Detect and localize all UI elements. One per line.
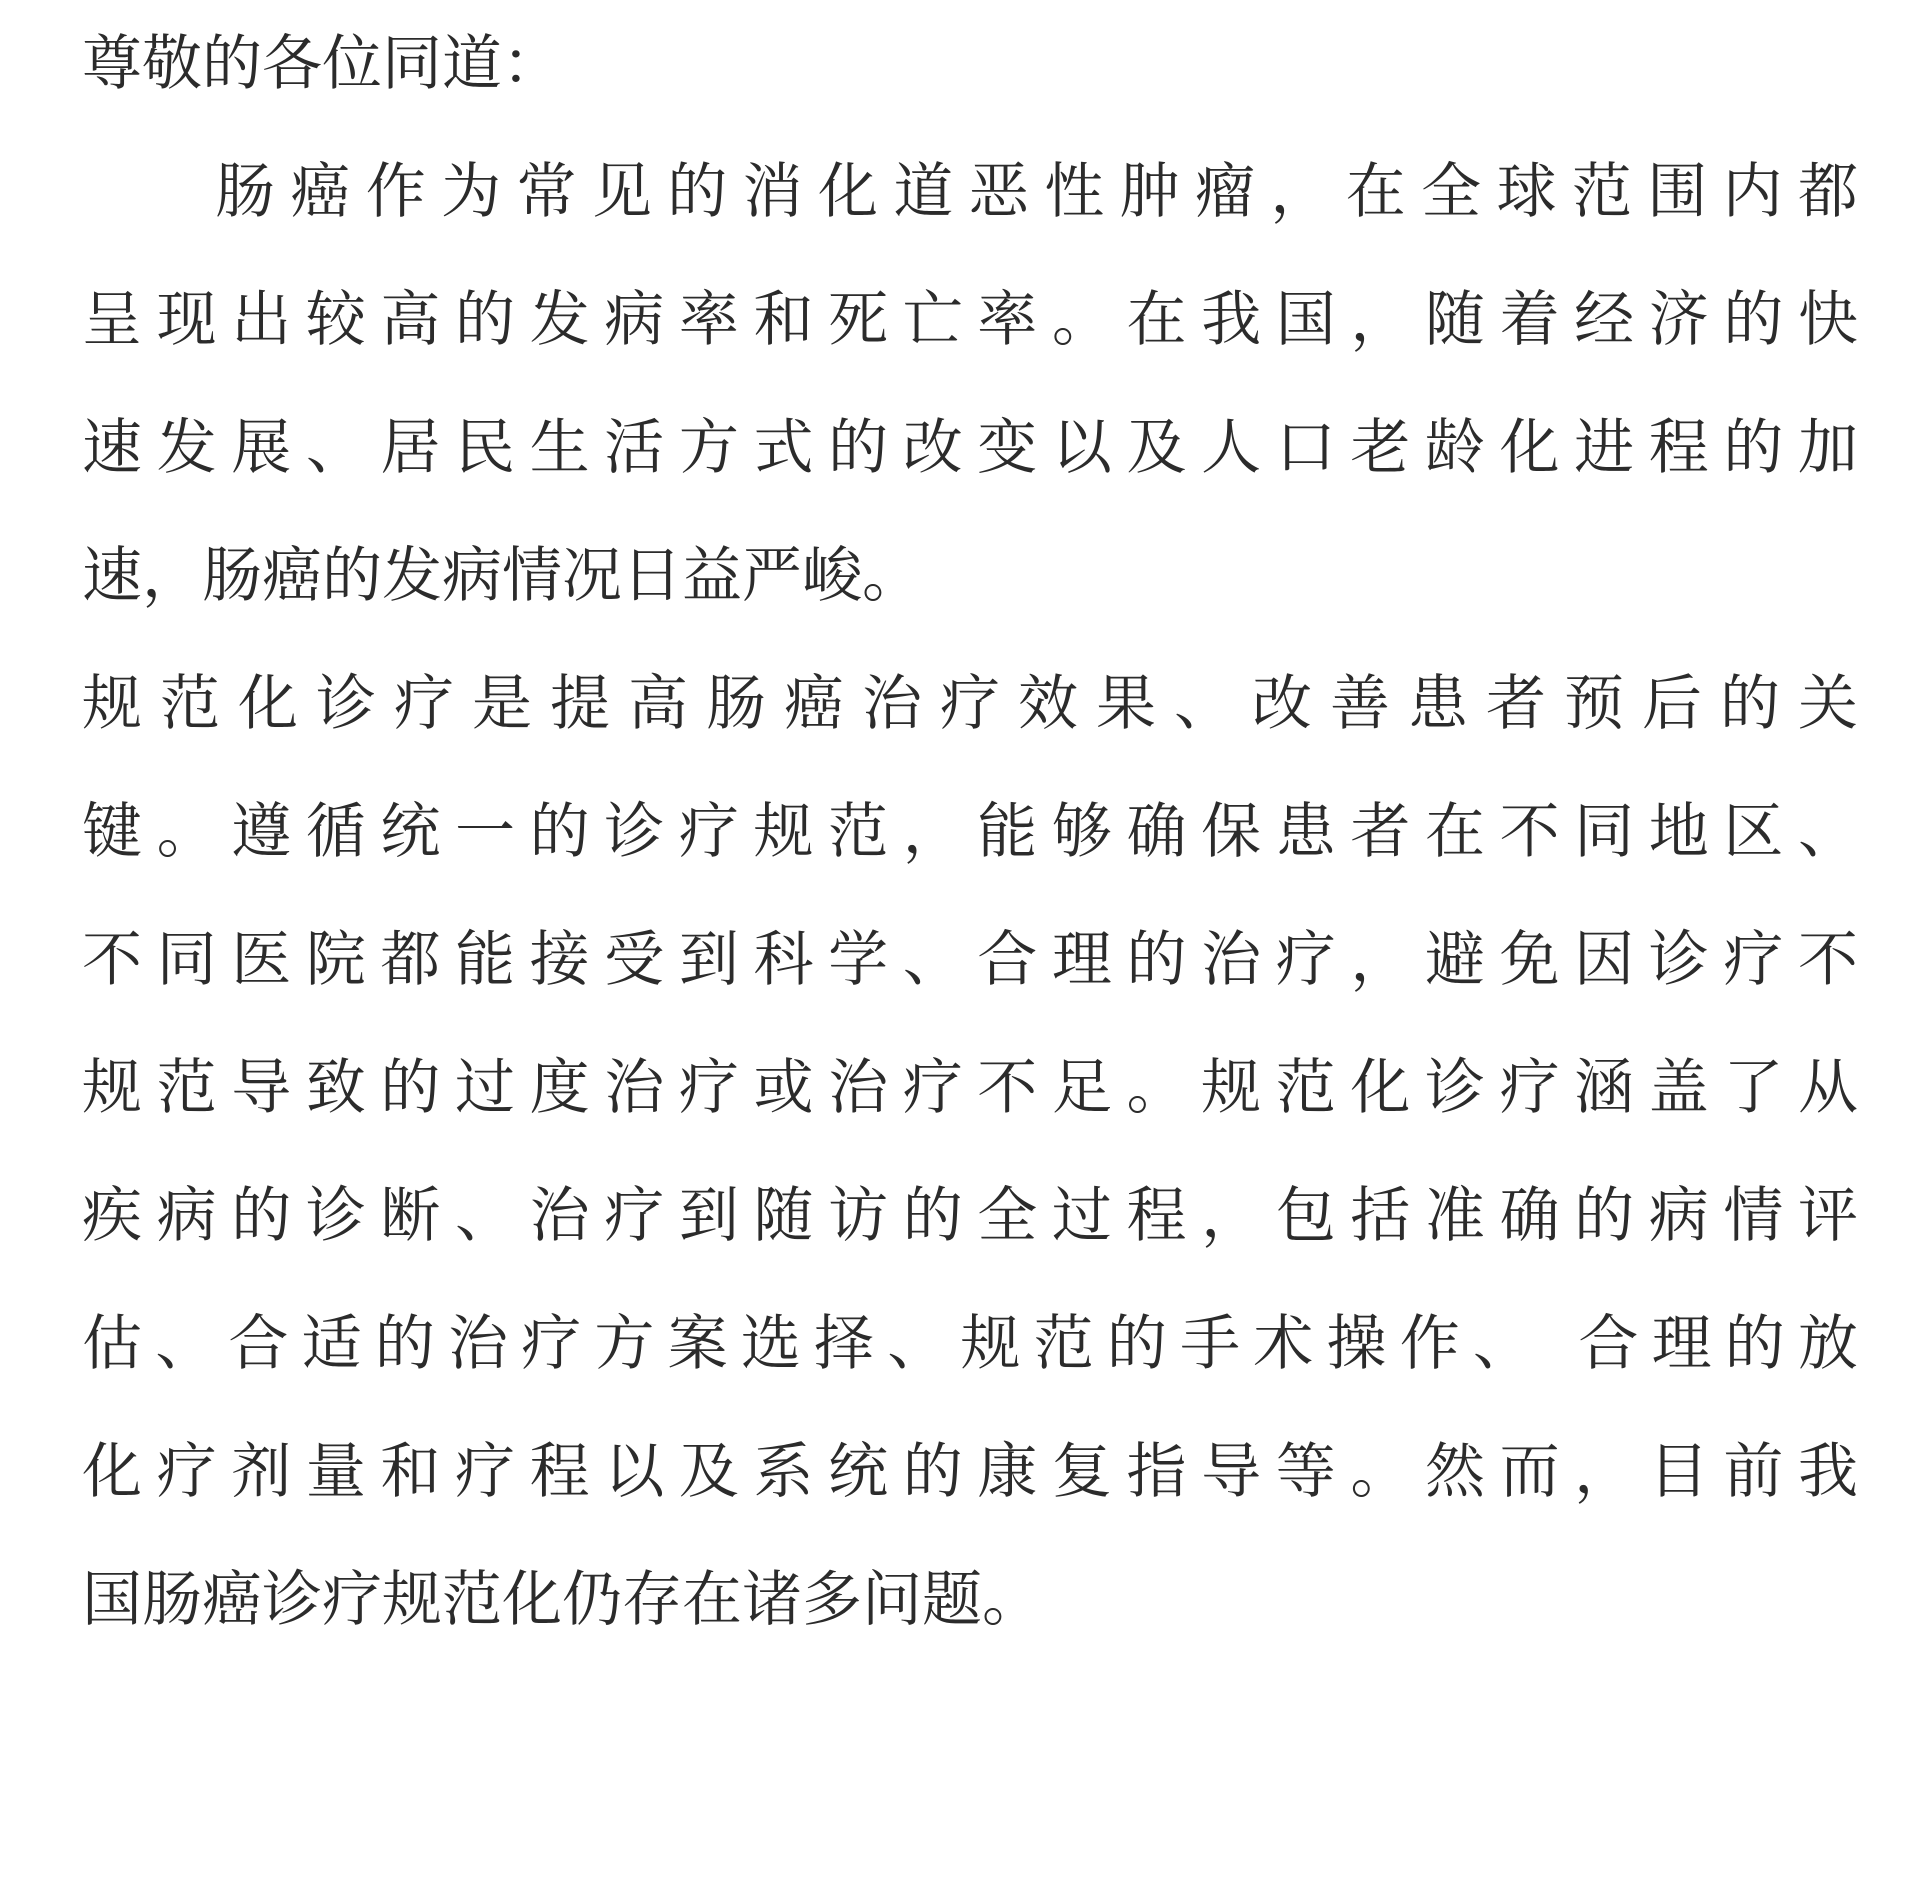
paragraph-1-line-2: 呈现出较高的发病率和死亡率。在我国，随着经济的快 xyxy=(82,285,1858,355)
paragraph-1-line-4: 速，肠癌的发病情况日益严峻。 xyxy=(82,541,922,611)
document-body xyxy=(82,0,1858,1883)
paragraph-2-line-2: 键。遵循统一的诊疗规范，能够确保患者在不同地区、 xyxy=(82,797,1858,867)
salutation-line: 尊敬的各位同道： xyxy=(82,29,562,99)
paragraph-1-line-3: 速发展、居民生活方式的改变以及人口老龄化进程的加 xyxy=(82,413,1858,483)
paragraph-2-line-5: 疾病的诊断、治疗到随访的全过程，包括准确的病情评 xyxy=(82,1181,1858,1251)
paragraph-2-line-1: 规范化诊疗是提高肠癌治疗效果、改善患者预后的关 xyxy=(82,669,1858,739)
paragraph-2-line-8: 国肠癌诊疗规范化仍存在诸多问题。 xyxy=(82,1565,1042,1635)
paragraph-2-line-6: 估、合适的治疗方案选择、规范的手术操作、 合理的放 xyxy=(82,1309,1858,1379)
paragraph-2-line-7: 化疗剂量和疗程以及系统的康复指导等。然而，目前我 xyxy=(82,1437,1858,1507)
paragraph-2-line-3: 不同医院都能接受到科学、合理的治疗，避免因诊疗不 xyxy=(82,925,1858,995)
paragraph-1-line-1: 肠癌作为常见的消化道恶性肿瘤，在全球范围内都 xyxy=(215,157,1858,227)
paragraph-2-line-4: 规范导致的过度治疗或治疗不足。规范化诊疗涵盖了从 xyxy=(82,1053,1858,1123)
